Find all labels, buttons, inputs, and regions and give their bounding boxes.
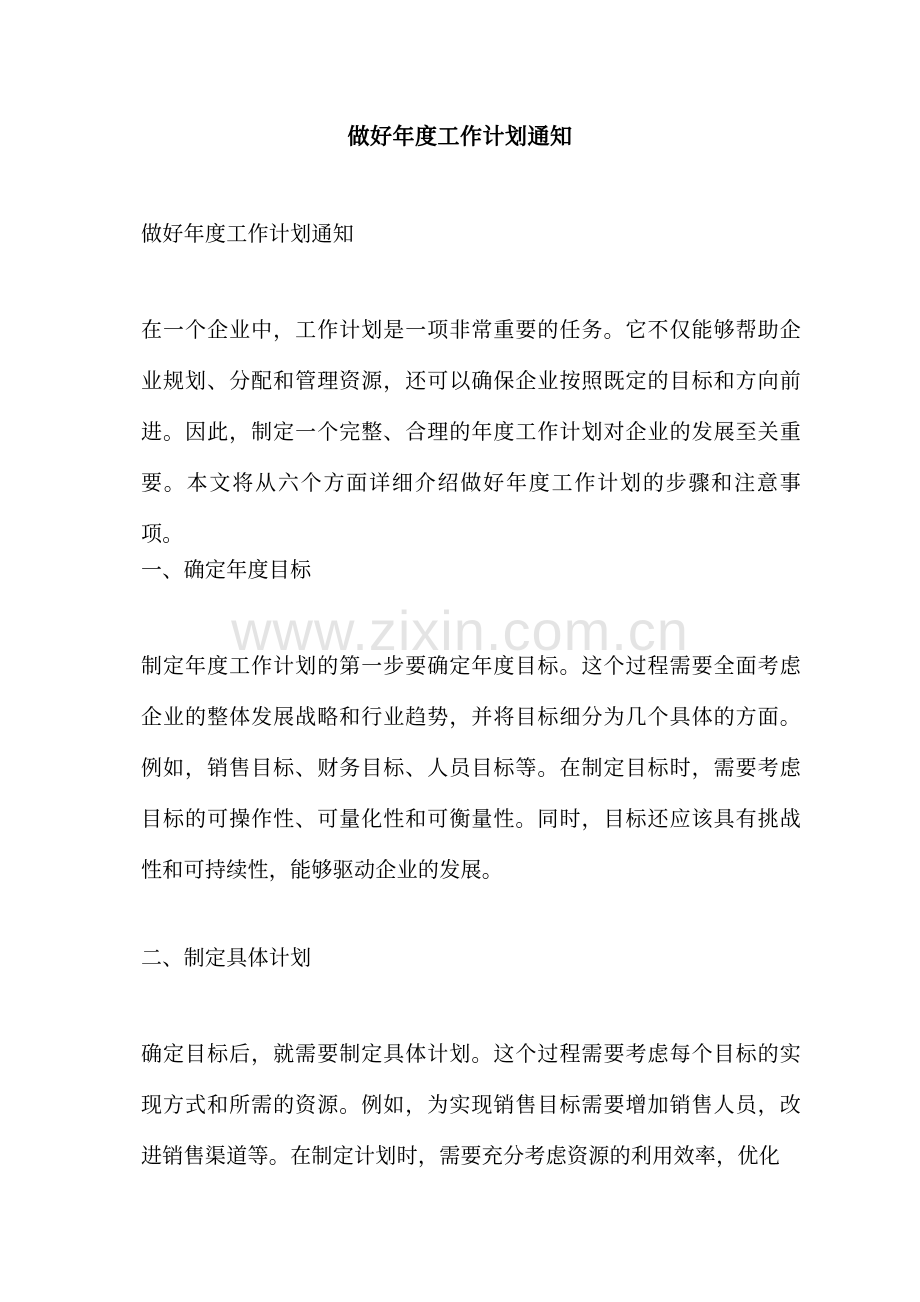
section-heading-1: 一、确定年度目标 [141, 558, 312, 582]
section-body-1: 制定年度工作计划的第一步要确定年度目标。这个过程需要全面考虑企业的整体发展战略和行业趋势，并将目标细分为几个具体的方面。例如，销售目标、财务目标、人员目标等。在制定目标时，需要考虑目标的可操作性、可量化性和可衡量性。同时，目标还应该具有挑战性和可持续性，能够驱动企业的发展。 [141, 654, 801, 882]
document-title: 做好年度工作计划通知 [347, 124, 573, 150]
watermark: www.zixin.com.cn [231, 599, 689, 662]
intro-paragraph: 在一个企业中，工作计划是一项非常重要的任务。它不仅能够帮助企业规划、分配和管理资源，还可以确保企业按照既定的目标和方向前进。因此，制定一个完整、合理的年度工作计划对企业的发展至关重要。本文将从六个方面详细介绍做好年度工作计划的步骤和注意事项。 [141, 318, 801, 546]
section-body-2: 确定目标后，就需要制定具体计划。这个过程需要考虑每个目标的实现方式和所需的资源。例如，为实现销售目标需要增加销售人员，改进销售渠道等。在制定计划时，需要充分考虑资源的利用效率，优化 [141, 1042, 801, 1168]
document-subtitle: 做好年度工作计划通知 [141, 222, 354, 246]
section-heading-2: 二、制定具体计划 [141, 946, 312, 970]
